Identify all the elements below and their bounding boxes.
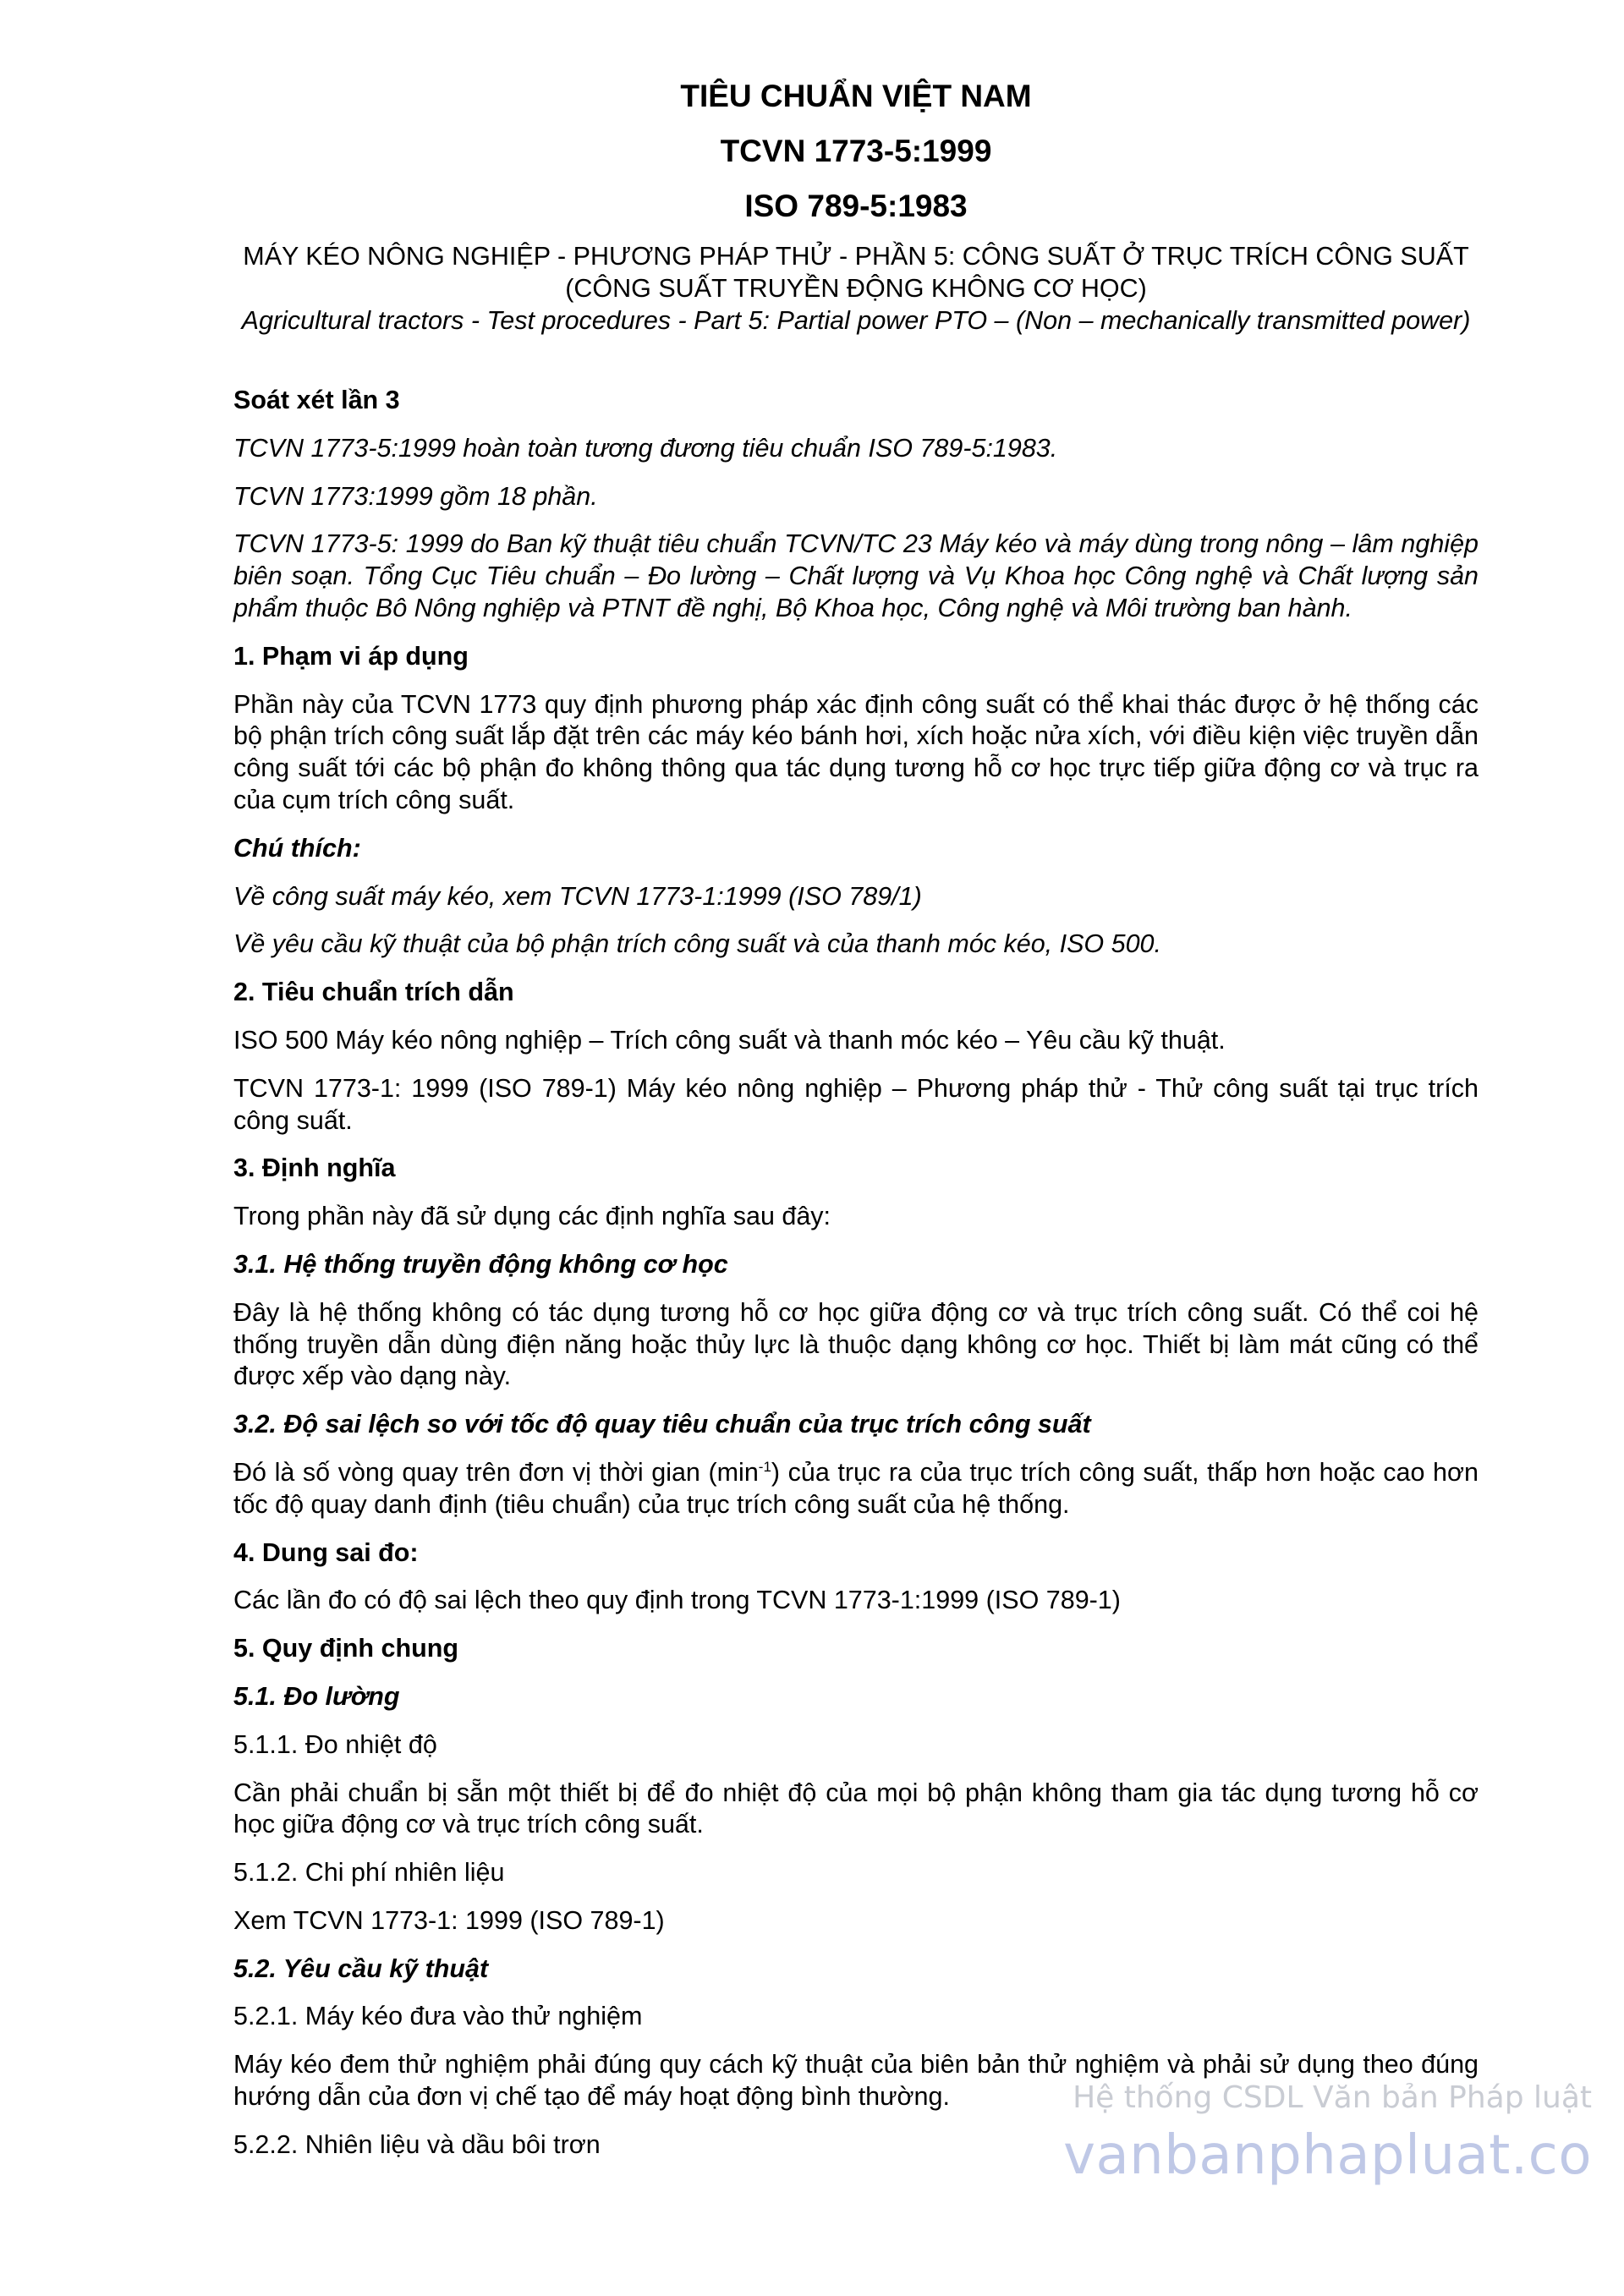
- definition-1-text: Đây là hệ thống không có tác dụng tương hỗ cơ học giữa động cơ và trục trích công suất. Có thể coi hệ thống truyền dẫn dùng điện năng hoặc thủy lực là thuộc dạng không cơ học. Thiết bị làm mát cũng có thể được xếp vào dạng này.: [233, 1297, 1479, 1391]
- intro-paragraph-1: TCVN 1773-5:1999 hoàn toàn tương đương tiêu chuẩn ISO 789-5:1983.: [233, 433, 1058, 463]
- doc-vietnamese-title: MÁY KÉO NÔNG NGHIỆP - PHƯƠNG PHÁP THỬ - PHẦN 5: CÔNG SUẤT Ở TRỤC TRÍCH CÔNG SUẤT (CÔNG SUẤT TRUYỀN ĐỘNG KHÔNG CƠ HỌC): [243, 242, 1469, 303]
- note-item-2: Về yêu cầu kỹ thuật của bộ phận trích công suất và của thanh móc kéo, ISO 500.: [233, 929, 1161, 959]
- section-5-heading: 5. Quy định chung: [233, 1634, 459, 1663]
- intro-paragraph-3: TCVN 1773-5: 1999 do Ban kỹ thuật tiêu chuẩn TCVN/TC 23 Máy kéo và máy dùng trong nông – lâm nghiệp biên soạn. Tổng Cục Tiêu chuẩn – Đo lường – Chất lượng và Vụ Khoa học Công nghệ và Chất lượng sản phẩm thuộc Bô Nông nghiệp và PTNT đề nghị, Bộ Khoa học, Công nghệ và Môi trường ban hành.: [233, 529, 1479, 622]
- definition-2-text: [233, 1457, 1479, 1521]
- section-1-heading: 1. Phạm vi áp dụng: [233, 641, 469, 671]
- subsection-5-1-1-text: Cần phải chuẩn bị sẵn một thiết bị để đo nhiệt độ của mọi bộ phận không tham gia tác dụng tương hỗ cơ học giữa động cơ và trục trích công suất.: [233, 1778, 1479, 1839]
- intro-paragraph-2: TCVN 1773:1999 gồm 18 phần.: [233, 481, 598, 511]
- definition-2-heading: 3.2. Độ sai lệch so với tốc độ quay tiêu chuẩn của trục trích công suất: [233, 1410, 1091, 1439]
- subsection-5-1-2-heading: 5.1.2. Chi phí nhiên liệu: [233, 1858, 505, 1888]
- definition-2-text-b: ) của trục ra của trục trích công suất, thấp hơn hoặc cao hơn tốc độ quay danh định (tiêu chuẩn) của trục trích công suất của hệ thống.: [233, 1457, 1479, 1519]
- section-4-text: Các lần đo có độ sai lệch theo quy định trong TCVN 1773-1:1999 (ISO 789-1): [233, 1586, 1121, 1615]
- subsection-5-2-1-text: Máy kéo đem thử nghiệm phải đúng quy cách kỹ thuật của biên bản thử nghiệm và phải sử dụng theo đúng hướng dẫn của đơn vị chế tạo để máy hoạt động bình thường.: [233, 2050, 1479, 2112]
- doc-code: TCVN 1773-5:1999: [720, 134, 992, 168]
- subsection-5-1-heading: 5.1. Đo lường: [233, 1681, 400, 1711]
- definition-2-text-a: Đó là số vòng quay trên đơn vị thời gian (min: [233, 1457, 759, 1487]
- doc-english-title: Agricultural tractors - Test procedures - Part 5: Partial power PTO – (Non – mechanically transmitted power): [241, 306, 1471, 335]
- doc-iso-code: ISO 789-5:1983: [744, 189, 968, 223]
- section-3-heading: 3. Định nghĩa: [233, 1153, 396, 1183]
- definition-1-heading: 3.1. Hệ thống truyền động không cơ học: [233, 1249, 728, 1279]
- subsection-5-1-1-heading: 5.1.1. Đo nhiệt độ: [233, 1729, 437, 1759]
- section-4-heading: 4. Dung sai đo:: [233, 1537, 419, 1567]
- subsection-5-2-2-heading: 5.2.2. Nhiên liệu và dầu bôi trơn: [233, 2129, 601, 2159]
- subsection-5-2-heading: 5.2. Yêu cầu kỹ thuật: [233, 1954, 489, 1983]
- doc-title: TIÊU CHUẨN VIỆT NAM: [680, 79, 1032, 113]
- subsection-5-2-1-heading: 5.2.1. Máy kéo đưa vào thử nghiệm: [233, 2002, 643, 2031]
- section-2-heading: 2. Tiêu chuẩn trích dẫn: [233, 978, 514, 1007]
- section-3-intro: Trong phần này đã sử dụng các định nghĩa sau đây:: [233, 1202, 831, 1231]
- subsection-5-1-2-text: Xem TCVN 1773-1: 1999 (ISO 789-1): [233, 1905, 665, 1935]
- document-body: [233, 385, 1479, 2178]
- section-1-text: Phần này của TCVN 1773 quy định phương pháp xác định công suất có thể khai thác được ở hệ thống các bộ phận trích công suất lắp đặt trên các máy kéo bánh hơi, xích hoặc nửa xích, với điều kiện việc truyền dẫn công suất tới các bộ phận đo không thông qua tác dụng tương hỗ cơ học trực tiếp giữa động cơ và trục ra của cụm trích công suất.: [233, 689, 1479, 814]
- reference-1: ISO 500 Máy kéo nông nghiệp – Trích công suất và thanh móc kéo – Yêu cầu kỹ thuật.: [233, 1025, 1226, 1055]
- note-item-1: Về công suất máy kéo, xem TCVN 1773-1:1999 (ISO 789/1): [233, 881, 922, 911]
- reference-2: TCVN 1773-1: 1999 (ISO 789-1) Máy kéo nông nghiệp – Phương pháp thử - Thử công suất tại trục trích công suất.: [233, 1073, 1479, 1135]
- watermark-site-link[interactable]: vanbanphapluat.co: [1063, 2124, 1592, 2187]
- definition-2-superscript: -1: [758, 1458, 771, 1475]
- note-label: Chú thích:: [233, 833, 361, 863]
- watermark-caption: Hệ thống CSDL Văn bản Pháp luật: [1073, 2080, 1592, 2115]
- revision-label: Soát xét lần 3: [233, 386, 400, 414]
